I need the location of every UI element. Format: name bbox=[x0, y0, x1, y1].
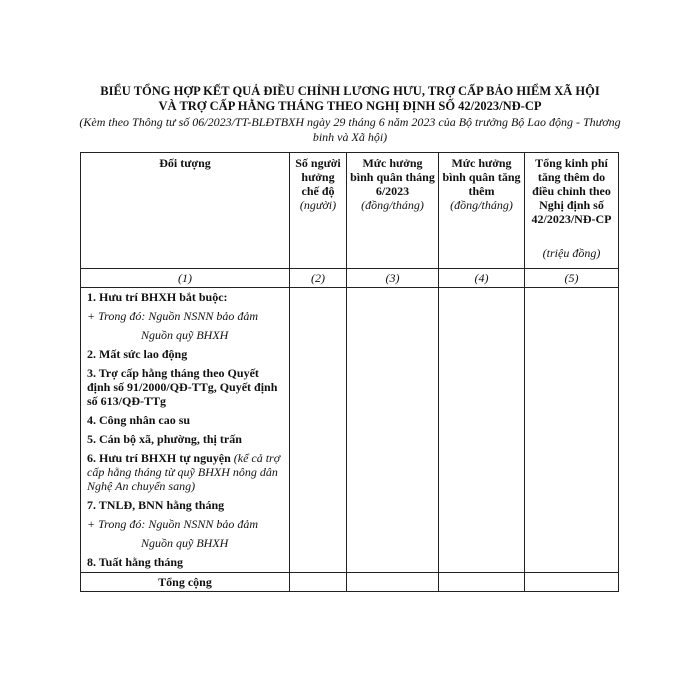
row-label: 5. Cán bộ xã, phường, thị trấn bbox=[81, 430, 290, 449]
row-label: + Trong đó: Nguồn NSNN bảo đảm bbox=[81, 307, 290, 326]
column-number: (1) bbox=[81, 269, 290, 288]
table-row bbox=[81, 534, 619, 553]
row-label-note: (kể cả trợ cấp hằng tháng từ quỹ BHXH nông dân Nghệ An chuyển sang) bbox=[87, 451, 281, 493]
document-title-line2: VÀ TRỢ CẤP HẰNG THÁNG THEO NGHỊ ĐỊNH SỐ 42/2023/NĐ-CP bbox=[158, 99, 542, 113]
header-muc-huong: Mức hưởng bình quân tháng 6/2023 (đồng/tháng) bbox=[347, 153, 439, 269]
column-number-row bbox=[81, 269, 619, 288]
row-label: 8. Tuất hằng tháng bbox=[81, 553, 290, 573]
row-label: + Trong đó: Nguồn NSNN bảo đảm bbox=[81, 515, 290, 534]
table-row bbox=[81, 496, 619, 515]
header-muc-tang: Mức hưởng bình quân tăng thêm (đồng/tháng) bbox=[439, 153, 525, 269]
header-row bbox=[81, 153, 619, 269]
table-row bbox=[81, 515, 619, 534]
document-title-line1: BIỂU TỔNG HỢP KẾT QUẢ ĐIỀU CHỈNH LƯƠNG HƯU, TRỢ CẤP BẢO HIỂM XÃ HỘI bbox=[100, 84, 600, 98]
table-row bbox=[81, 430, 619, 449]
row-label: Nguồn quỹ BHXH bbox=[81, 326, 290, 345]
row-label: 1. Hưu trí BHXH bắt buộc: bbox=[81, 288, 290, 308]
row-label: 3. Trợ cấp hằng tháng theo Quyết định số 91/2000/QĐ-TTg, Quyết định số 613/QĐ-TTg bbox=[81, 364, 290, 411]
column-number: (5) bbox=[525, 269, 619, 288]
total-row bbox=[81, 573, 619, 592]
header-so-nguoi: Số người hưởng chế độ (người) bbox=[290, 153, 347, 269]
column-number: (4) bbox=[439, 269, 525, 288]
column-number: (2) bbox=[290, 269, 347, 288]
table-row bbox=[81, 553, 619, 573]
table-row bbox=[81, 345, 619, 364]
header-unit: (đồng/tháng) bbox=[361, 198, 424, 212]
row-label bbox=[81, 449, 290, 496]
header-tong-kinh-phi: Tổng kinh phí tăng thêm do điều chỉnh theo Nghị định số 42/2023/NĐ-CP (triệu đồng) bbox=[525, 153, 619, 269]
table-row bbox=[81, 449, 619, 496]
header-unit: (đồng/tháng) bbox=[450, 198, 513, 212]
table-row bbox=[81, 307, 619, 326]
row-label: Nguồn quỹ BHXH bbox=[81, 534, 290, 553]
summary-table bbox=[80, 152, 619, 592]
table-row bbox=[81, 411, 619, 430]
header-unit: (triệu đồng) bbox=[542, 246, 601, 260]
row-label-bold: 6. Hưu trí BHXH tự nguyện bbox=[87, 451, 231, 465]
table-row bbox=[81, 364, 619, 411]
header-unit: (người) bbox=[299, 198, 337, 212]
column-number: (3) bbox=[347, 269, 439, 288]
total-label: Tổng cộng bbox=[81, 573, 290, 592]
table-row bbox=[81, 288, 619, 308]
document-subtitle: (Kèm theo Thông tư số 06/2023/TT-BLĐTBXH ngày 29 tháng 6 năm 2023 của Bộ trưởng Bộ Lao động - Thương binh và Xã hội) bbox=[79, 115, 621, 144]
header-doi-tuong: Đối tượng bbox=[81, 153, 290, 269]
row-label: 4. Công nhân cao su bbox=[81, 411, 290, 430]
row-label: 2. Mất sức lao động bbox=[81, 345, 290, 364]
row-label: 7. TNLĐ, BNN hằng tháng bbox=[81, 496, 290, 515]
table-row bbox=[81, 326, 619, 345]
